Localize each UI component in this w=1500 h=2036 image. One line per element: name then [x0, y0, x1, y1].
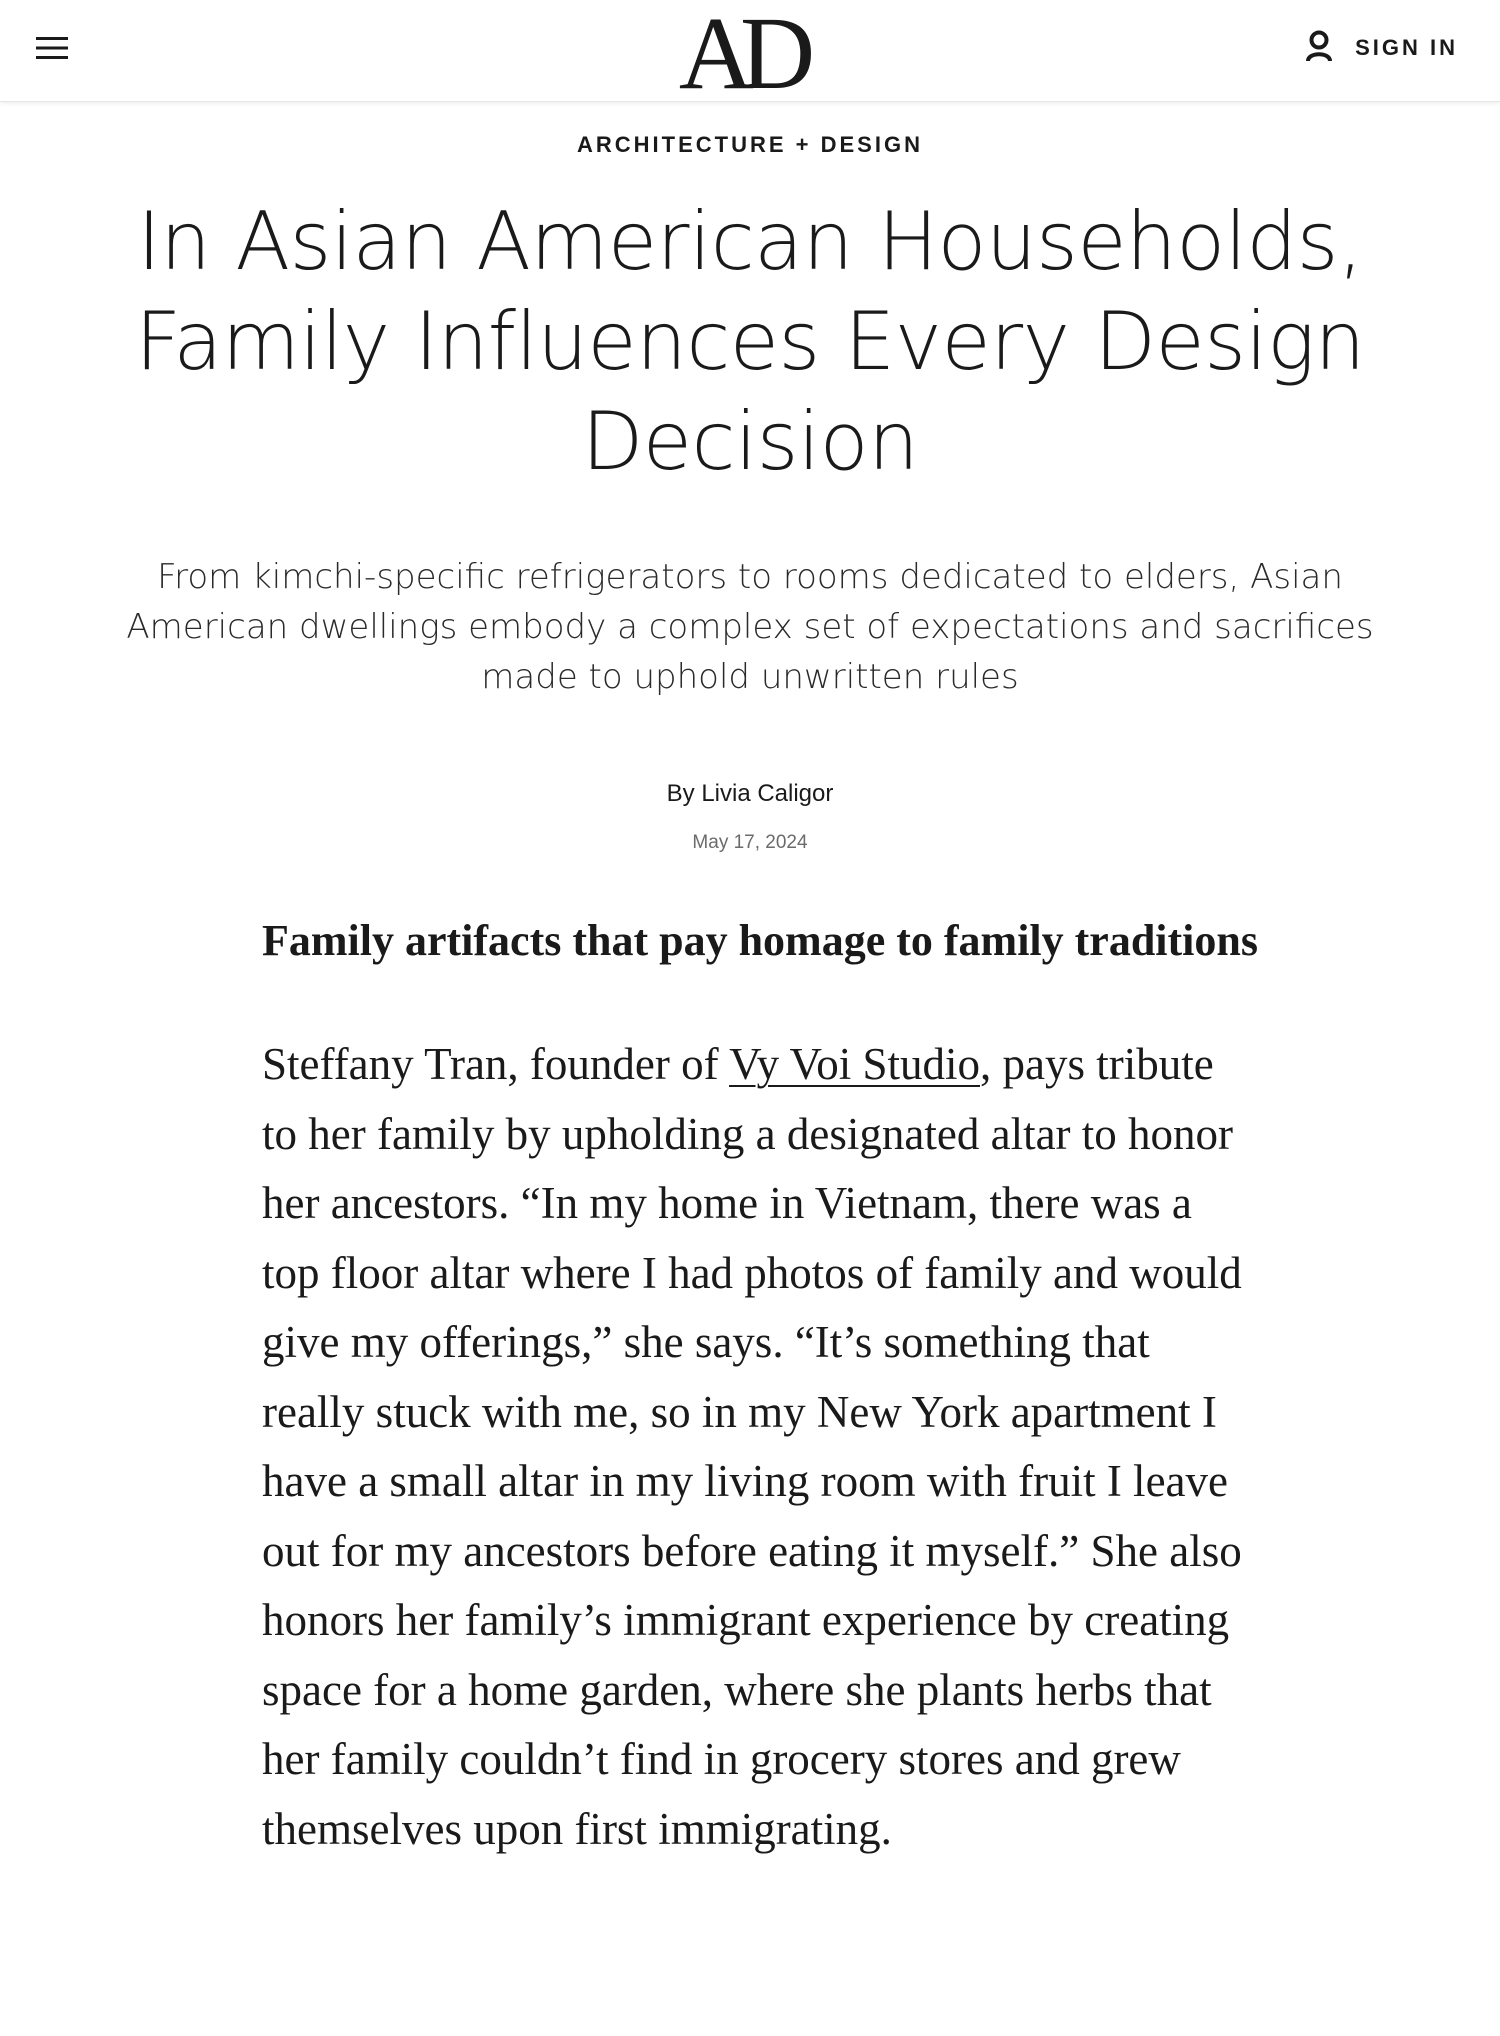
- rubric-link[interactable]: ARCHITECTURE + DESIGN: [577, 132, 923, 157]
- byline-prefix: By: [666, 780, 702, 807]
- paragraph-text-end: , pays tribute to her family by upholding a designated altar to honor her ancestors. “In my home in Vietnam, there was a top floor altar where I had photos of family and would give my offerings,” she says. “It’s something that really stuck with me, so in my New York apartment I have a small altar in my living room with fruit I leave out for my ancestors before eating it myself.” She also honors her family’s immigrant experience by creating space for a home garden, where she plants herbs that her family couldn’t find in grocery stores and grew themselves upon first immigrating.: [262, 1039, 1242, 1854]
- user-icon: [1305, 30, 1333, 67]
- publish-date: May 17, 2024: [692, 832, 808, 853]
- sign-in-label: SIGN IN: [1355, 35, 1458, 60]
- logo-text: AD: [678, 0, 802, 100]
- body-paragraph: [262, 1030, 1242, 1864]
- paragraph-text-start: Steffany Tran, founder of: [262, 1039, 730, 1089]
- article-title: In Asian American Households, Family Influences Every Design Decision: [135, 195, 1365, 488]
- vy-voi-studio-link[interactable]: Vy Voi Studio: [729, 1039, 980, 1089]
- ad-logo[interactable]: [660, 0, 820, 100]
- section-subhead: Family artifacts that pay homage to family traditions: [262, 916, 1258, 965]
- author-link[interactable]: Livia Caligor: [701, 780, 834, 807]
- site-header: [0, 0, 1500, 102]
- byline: [0, 780, 1500, 808]
- hamburger-menu-icon[interactable]: [34, 30, 70, 66]
- sign-in-button[interactable]: [1305, 28, 1458, 68]
- article-dek: From kimchi-specific refrigerators to rooms dedicated to elders, Asian American dwellings embody a complex set of expectations and sacrifices made to uphold unwritten rules: [126, 557, 1374, 697]
